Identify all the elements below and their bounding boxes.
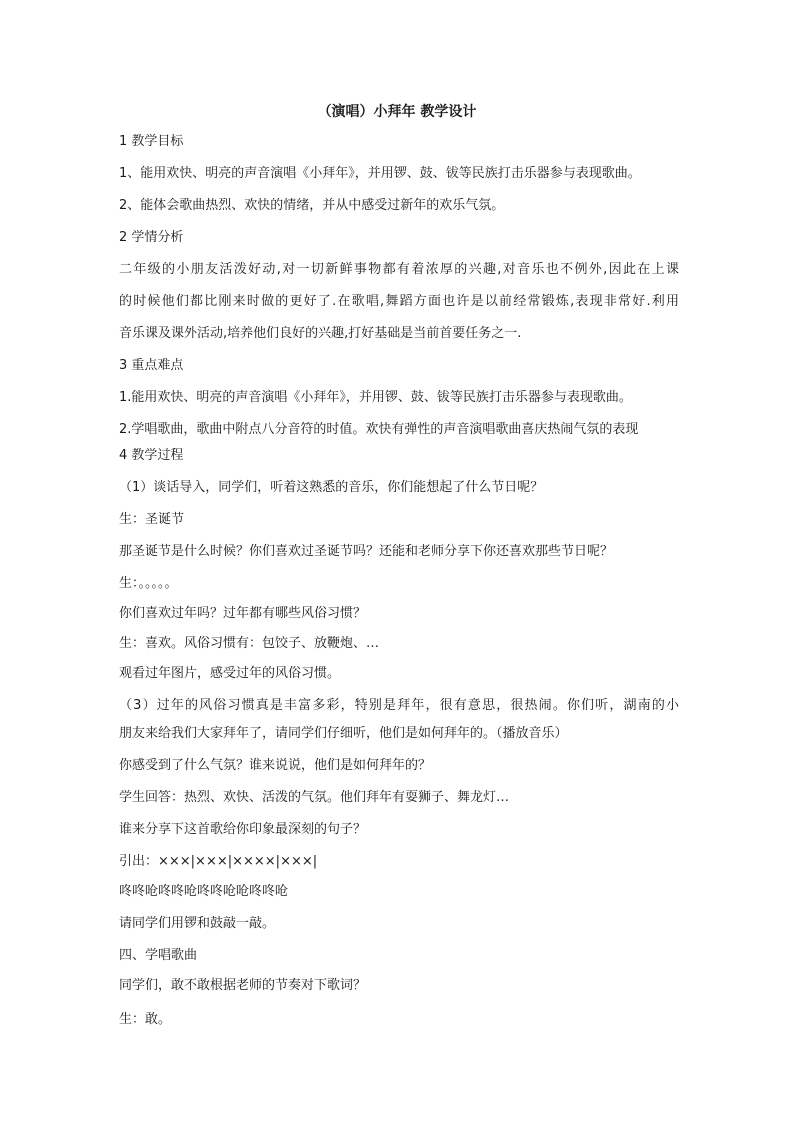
paragraph-line: 你感受到了什么气氛？谁来说说，他们是如何拜年的？ [119, 758, 432, 773]
rhythm-syllables: 咚咚呛咚咚呛咚咚呛呛咚咚呛 [119, 884, 289, 899]
paragraph-line: 二年级的小朋友活泼好动,对一切新鲜事物都有着浓厚的兴趣,对音乐也不例外,因此在上课 [119, 262, 679, 277]
paragraph-line: 观看过年图片，感受过年的风俗习惯。 [119, 666, 341, 681]
paragraph-line: 生：喜欢。风俗习惯有：包饺子、放鞭炮、… [119, 636, 380, 651]
paragraph-line: 2、能体会歌曲热烈、欢快的情绪，并从中感受过新年的欢乐气氛。 [119, 198, 505, 213]
section-heading-teaching-process: 4 教学过程 [119, 448, 184, 463]
document-title: （演唱）小拜年 教学设计 [317, 104, 477, 120]
paragraph-line: 学生回答：热烈、欢快、活泼的气氛。他们拜年有耍狮子、舞龙灯… [119, 790, 510, 805]
paragraph-line: （3）过年的风俗习惯真是丰富多彩，特别是拜年，很有意思，很热闹。你们听，湖南的小 [119, 698, 679, 713]
paragraph-line: 1、能用欢快、明亮的声音演唱《小拜年》，并用锣、鼓、钹等民族打击乐器参与表现歌曲。 [119, 166, 641, 181]
paragraph-line: 那圣诞节是什么时候？你们喜欢过圣诞节吗？还能和老师分享下你还喜欢那些节日呢？ [119, 544, 614, 559]
paragraph-line: 朋友来给我们大家拜年了，请同学们仔细听，他们是如何拜年的。（播放音乐） [119, 726, 568, 741]
section-heading-teaching-goals: 1 教学目标 [119, 134, 184, 149]
paragraph-line: 谁来分享下这首歌给你印象最深刻的句子？ [119, 822, 367, 837]
paragraph-line: （1）谈话导入，同学们，听着这熟悉的音乐，你们能想起了什么节日呢？ [119, 480, 544, 495]
rhythm-notation: 引出：×××|×××|××××|×××| [119, 854, 318, 869]
paragraph-line: 同学们，敢不敢根据老师的节奏对下歌词？ [119, 978, 367, 993]
paragraph-line: 请同学们用锣和鼓敲一敲。 [119, 916, 276, 931]
paragraph-line: 的时候他们都比刚来时做的更好了.在歌唱,舞蹈方面也许是以前经常锻炼,表现非常好.利用 [119, 294, 679, 309]
paragraph-line: 1.能用欢快、明亮的声音演唱《小拜年》，并用锣、鼓、钹等民族打击乐器参与表现歌曲。 [119, 390, 632, 405]
section-heading-student-analysis: 2 学情分析 [119, 230, 184, 245]
section-heading-learn-song: 四、学唱歌曲 [119, 948, 198, 963]
section-heading-key-points: 3 重点难点 [119, 358, 184, 373]
paragraph-line: 生：敢。 [119, 1012, 172, 1027]
paragraph-line: 你们喜欢过年吗？过年都有哪些风俗习惯？ [119, 606, 367, 621]
paragraph-line: 生：圣诞节 [119, 512, 185, 527]
paragraph-line: 生：。。。。。 [119, 576, 178, 591]
paragraph-line: 2.学唱歌曲，歌曲中附点八分音符的时值。欢快有弹性的声音演唱歌曲喜庆热闹气氛的表现 [119, 422, 639, 437]
paragraph-line: 音乐课及课外活动,培养他们良好的兴趣,打好基础是当前首要任务之一. [119, 326, 522, 341]
